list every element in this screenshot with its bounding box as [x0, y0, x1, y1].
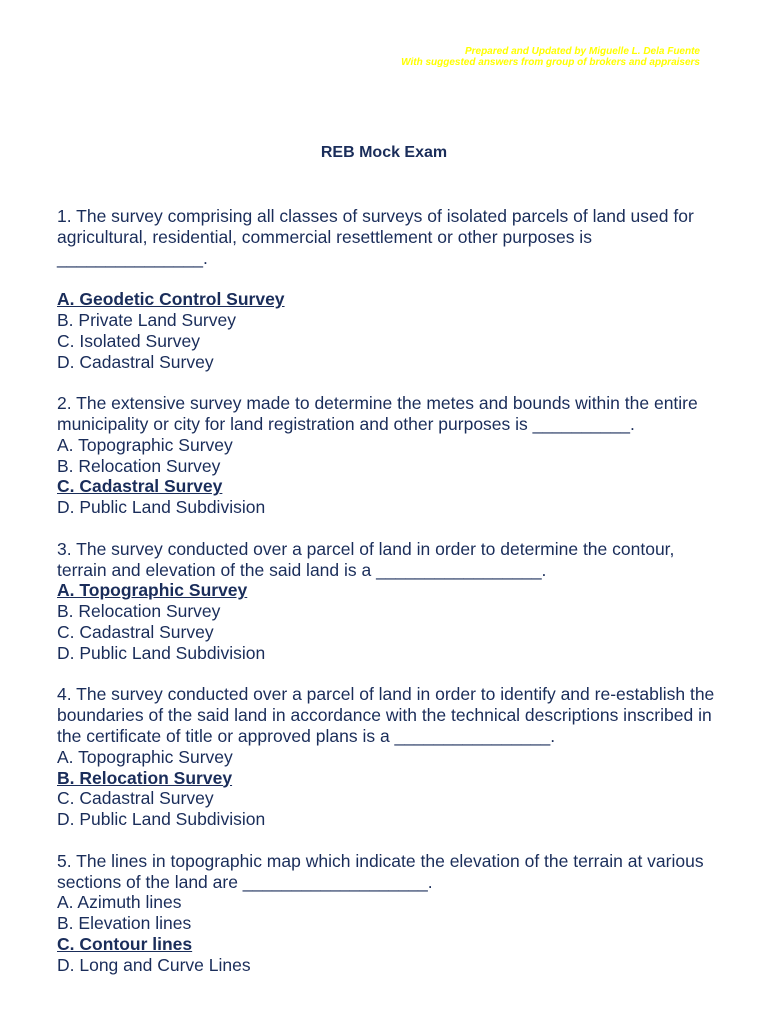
header-prepared-by: Prepared and Updated by Miguelle L. Dela Fuente [464, 46, 700, 57]
option-c: C. Contour lines [57, 933, 193, 954]
option-c: C. Cadastral Survey [57, 621, 214, 642]
question-stem: 3. The survey conducted over a parcel of land in order to determine the contour, terrain and elevation of the said land is a _________________. [57, 538, 675, 580]
option-d: D. Cadastral Survey [57, 351, 214, 372]
option-c: C. Cadastral Survey [57, 476, 223, 497]
header-suggested-answers: With suggested answers from group of brokers and appraisers [401, 57, 700, 68]
option-b: B. Elevation lines [57, 913, 192, 934]
question-stem: 1. The survey comprising all classes of surveys of isolated parcels of land used for agricultural, residential, commercial resettlement or other purposes is _______________. [57, 206, 694, 268]
questions-list [57, 206, 717, 996]
option-c: C. Cadastral Survey [57, 788, 214, 809]
question-stem: 2. The extensive survey made to determine the metes and bounds within the entire municipality or city for land registration and other purposes is __________. [57, 393, 698, 434]
option-b: B. Relocation Survey [57, 601, 221, 622]
option-b: B. Relocation Survey [57, 767, 233, 788]
option-a: A. Azimuth lines [57, 892, 182, 913]
question-1 [57, 206, 717, 372]
option-b: B. Relocation Survey [57, 455, 221, 476]
question-2 [57, 393, 717, 518]
question-3 [57, 539, 717, 664]
option-d: D. Long and Curve Lines [57, 954, 251, 975]
question-4 [57, 684, 717, 830]
option-b: B. Private Land Survey [57, 309, 236, 330]
document-header [401, 46, 700, 68]
option-a: A. Topographic Survey [57, 746, 233, 767]
option-a: A. Geodetic Control Survey [57, 289, 285, 310]
option-a: A. Topographic Survey [57, 434, 233, 455]
option-d: D. Public Land Subdivision [57, 642, 266, 663]
page-title: REB Mock Exam [320, 144, 448, 161]
option-d: D. Public Land Subdivision [57, 497, 266, 518]
option-d: D. Public Land Subdivision [57, 809, 266, 830]
question-5 [57, 851, 717, 976]
option-c: C. Isolated Survey [57, 330, 200, 351]
question-stem: 4. The survey conducted over a parcel of land in order to identify and re-establish the boundaries of the said land in accordance with the technical descriptions inscribed in the certificate of title or approved plans is a ________________. [57, 684, 715, 746]
question-stem: 5. The lines in topographic map which indicate the elevation of the terrain at various sections of the land are ___________________. [57, 850, 704, 892]
option-a: A. Topographic Survey [57, 580, 248, 601]
